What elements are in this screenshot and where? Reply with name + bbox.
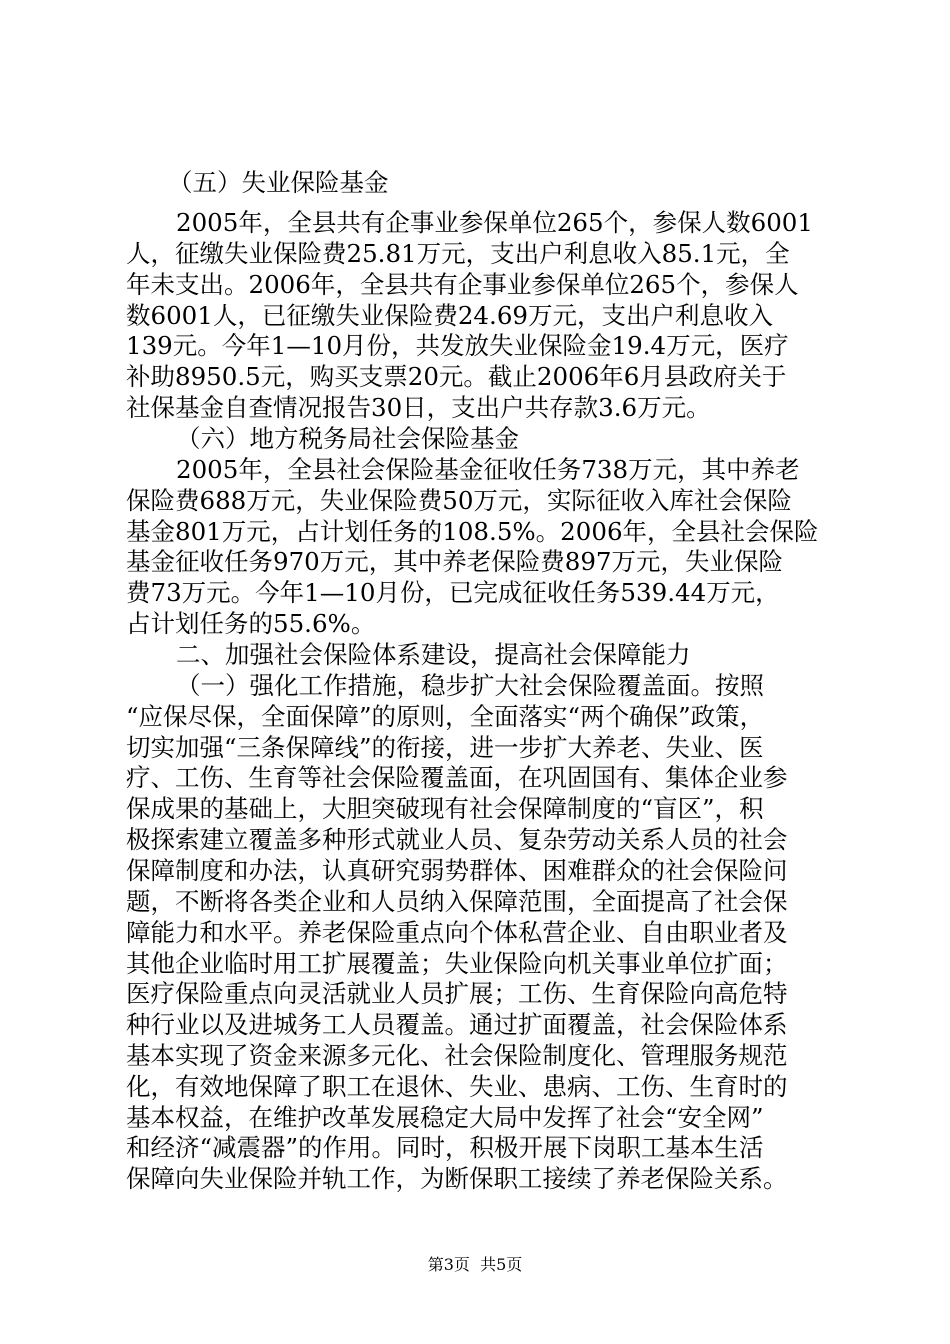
- paragraph-line: 保障制度和办法，认真研究弱势群体、困难群众的社会保险问: [126, 856, 788, 885]
- paragraph-line: 障能力和水平。养老保险重点向个体私营企业、自由职业者及: [126, 918, 788, 947]
- paragraph-line: 基金征收任务970万元，其中养老保险费897万元，失业保险: [126, 547, 784, 576]
- paragraph-line: （一）强化工作措施，稳步扩大社会保险覆盖面。按照: [176, 671, 764, 700]
- paragraph-line: 社保基金自查情况报告30日，支出户共存款3.6万元。: [126, 393, 711, 422]
- page-number-footer: 第3页 共5页: [427, 1255, 523, 1274]
- paragraph-line: 极探索建立覆盖多种形式就业人员、复杂劳动关系人员的社会: [126, 825, 788, 854]
- paragraph-line: 2005年，全县社会保险基金征收任务738万元，其中养老: [176, 455, 800, 484]
- paragraph-line: 年未支出。2006年，全县共有企事业参保单位265个，参保人: [126, 270, 799, 299]
- paragraph-line: 保障向失业保险并轨工作，为断保职工接续了养老保险关系。: [126, 1164, 788, 1193]
- paragraph-line: 种行业以及进城务工人员覆盖。通过扩面覆盖，社会保险体系: [126, 1010, 788, 1039]
- paragraph-line: 医疗保险重点向灵活就业人员扩展；工伤、生育保险向高危特: [126, 979, 788, 1008]
- paragraph-line: 和经济“减震器”的作用。同时，积极开展下岗职工基本生活: [126, 1133, 764, 1162]
- paragraph-line: 基本权益，在维护改革发展稳定大局中发挥了社会“安全网”: [126, 1103, 764, 1132]
- paragraph-line: 疗、工伤、生育等社会保险覆盖面，在巩固国有、集体企业参: [126, 763, 788, 792]
- paragraph-line: 题，不断将各类企业和人员纳入保障范围，全面提高了社会保: [126, 887, 788, 916]
- section-heading-tax-bureau-fund: （六）地方税务局社会保险基金: [176, 424, 519, 453]
- paragraph-line: 化，有效地保障了职工在退休、失业、患病、工伤、生育时的: [126, 1072, 788, 1101]
- paragraph-line: 2005年，全县共有企事业参保单位265个，参保人数6001: [176, 208, 813, 237]
- paragraph-line: 费73万元。今年1—10月份，已完成征收任务539.44万元，: [126, 578, 780, 607]
- section-heading-part-two: 二、加强社会保险体系建设，提高社会保障能力: [176, 640, 691, 669]
- paragraph-line: 切实加强“三条保障线”的衔接，进一步扩大养老、失业、医: [126, 733, 764, 762]
- paragraph-line: “应保尽保，全面保障”的原则，全面落实“两个确保”政策，: [126, 702, 765, 731]
- section-heading-unemployment-fund: （五）失业保险基金: [168, 168, 389, 197]
- paragraph-line: 基本实现了资金来源多元化、社会保险制度化、管理服务规范: [126, 1041, 788, 1070]
- paragraph-line: 保成果的基础上，大胆突破现有社会保障制度的“盲区”，积: [126, 794, 764, 823]
- paragraph-line: 人，征缴失业保险费25.81万元，支出户利息收入85.1元，全: [126, 239, 790, 268]
- paragraph-line: 数6001人，已征缴失业保险费24.69万元，支出户利息收入: [126, 301, 773, 330]
- paragraph-line: 其他企业临时用工扩展覆盖；失业保险向机关事业单位扩面；: [126, 949, 788, 978]
- paragraph-line: 保险费688万元，失业保险费50万元，实际征收入库社会保险: [126, 486, 792, 515]
- paragraph-line: 基金801万元，占计划任务的108.5%。2006年，全县社会保险: [126, 517, 819, 546]
- paragraph-line: 139元。今年1—10月份，共发放失业保险金19.4万元，医疗: [126, 331, 789, 360]
- paragraph-line: 补助8950.5元，购买支票20元。截止2006年6月县政府关于: [126, 362, 787, 391]
- paragraph-line: 占计划任务的55.6%。: [126, 609, 376, 638]
